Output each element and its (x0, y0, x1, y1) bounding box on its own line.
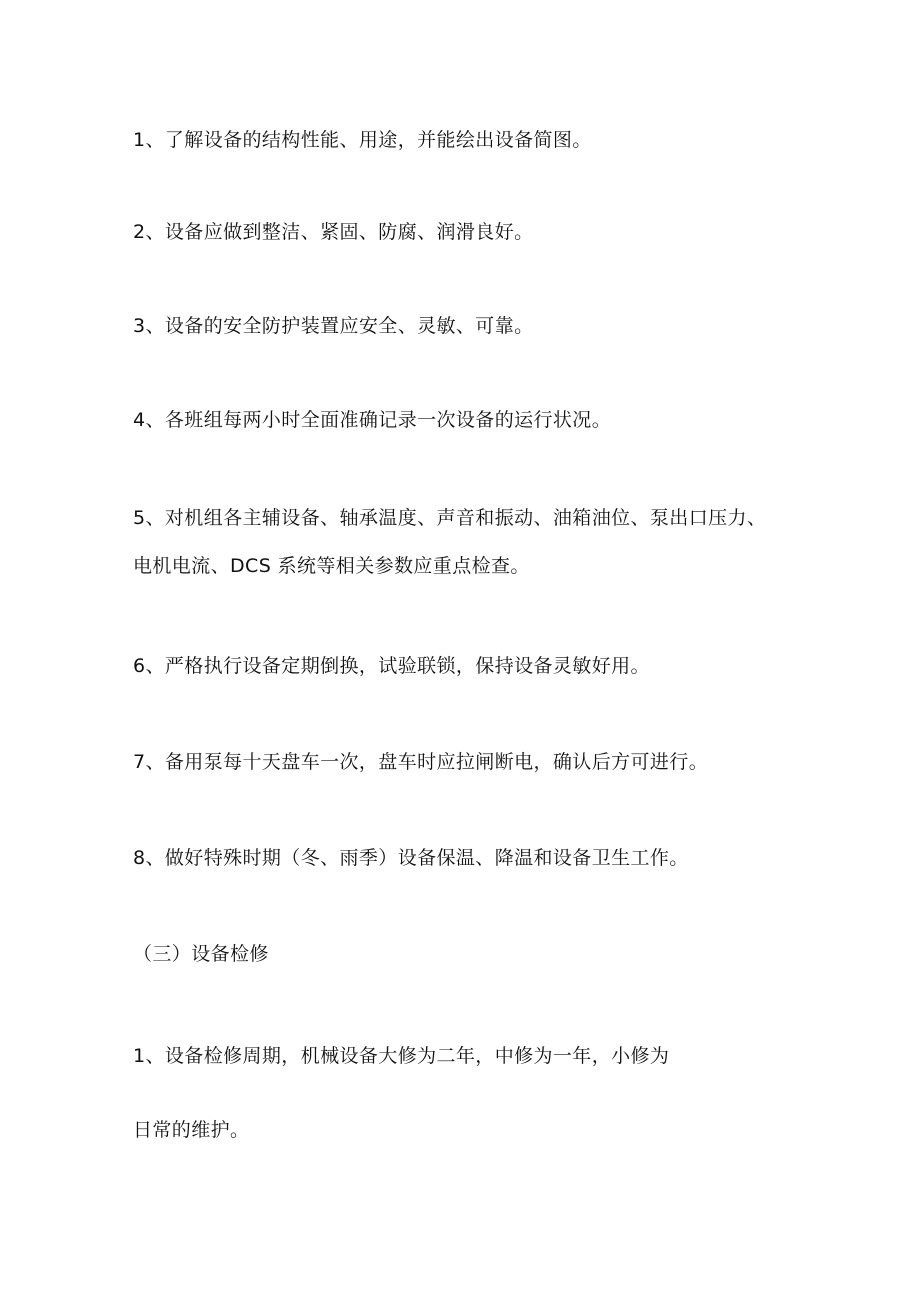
paragraph-item-6: 6、严格执行设备定期倒换，试验联锁，保持设备灵敏好用。 (133, 655, 650, 677)
paragraph-item-5-line-2: 电机电流、DCS 系统等相关参数应重点检查。 (133, 555, 530, 577)
paragraph-item-5-line-1: 5、对机组各主辅设备、轴承温度、声音和振动、油箱油位、泵出口压力、 (133, 507, 767, 529)
paragraph-item-4: 4、各班组每两小时全面准确记录一次设备的运行状况。 (133, 409, 612, 431)
paragraph-item-3: 3、设备的安全防护装置应安全、灵敏、可靠。 (133, 315, 534, 337)
section-item-1-line-2: 日常的维护。 (133, 1119, 250, 1141)
section-heading: （三）设备检修 (133, 943, 269, 965)
paragraph-item-2: 2、设备应做到整洁、紧固、防腐、润滑良好。 (133, 221, 534, 243)
paragraph-item-8: 8、做好特殊时期（冬、雨季）设备保温、降温和设备卫生工作。 (133, 847, 689, 869)
paragraph-item-1: 1、了解设备的结构性能、用途，并能绘出设备简图。 (133, 129, 592, 151)
paragraph-item-7: 7、备用泵每十天盘车一次，盘车时应拉闸断电，确认后方可进行。 (133, 751, 709, 773)
section-item-1-line-1: 1、设备检修周期，机械设备大修为二年，中修为一年，小修为 (133, 1045, 670, 1067)
